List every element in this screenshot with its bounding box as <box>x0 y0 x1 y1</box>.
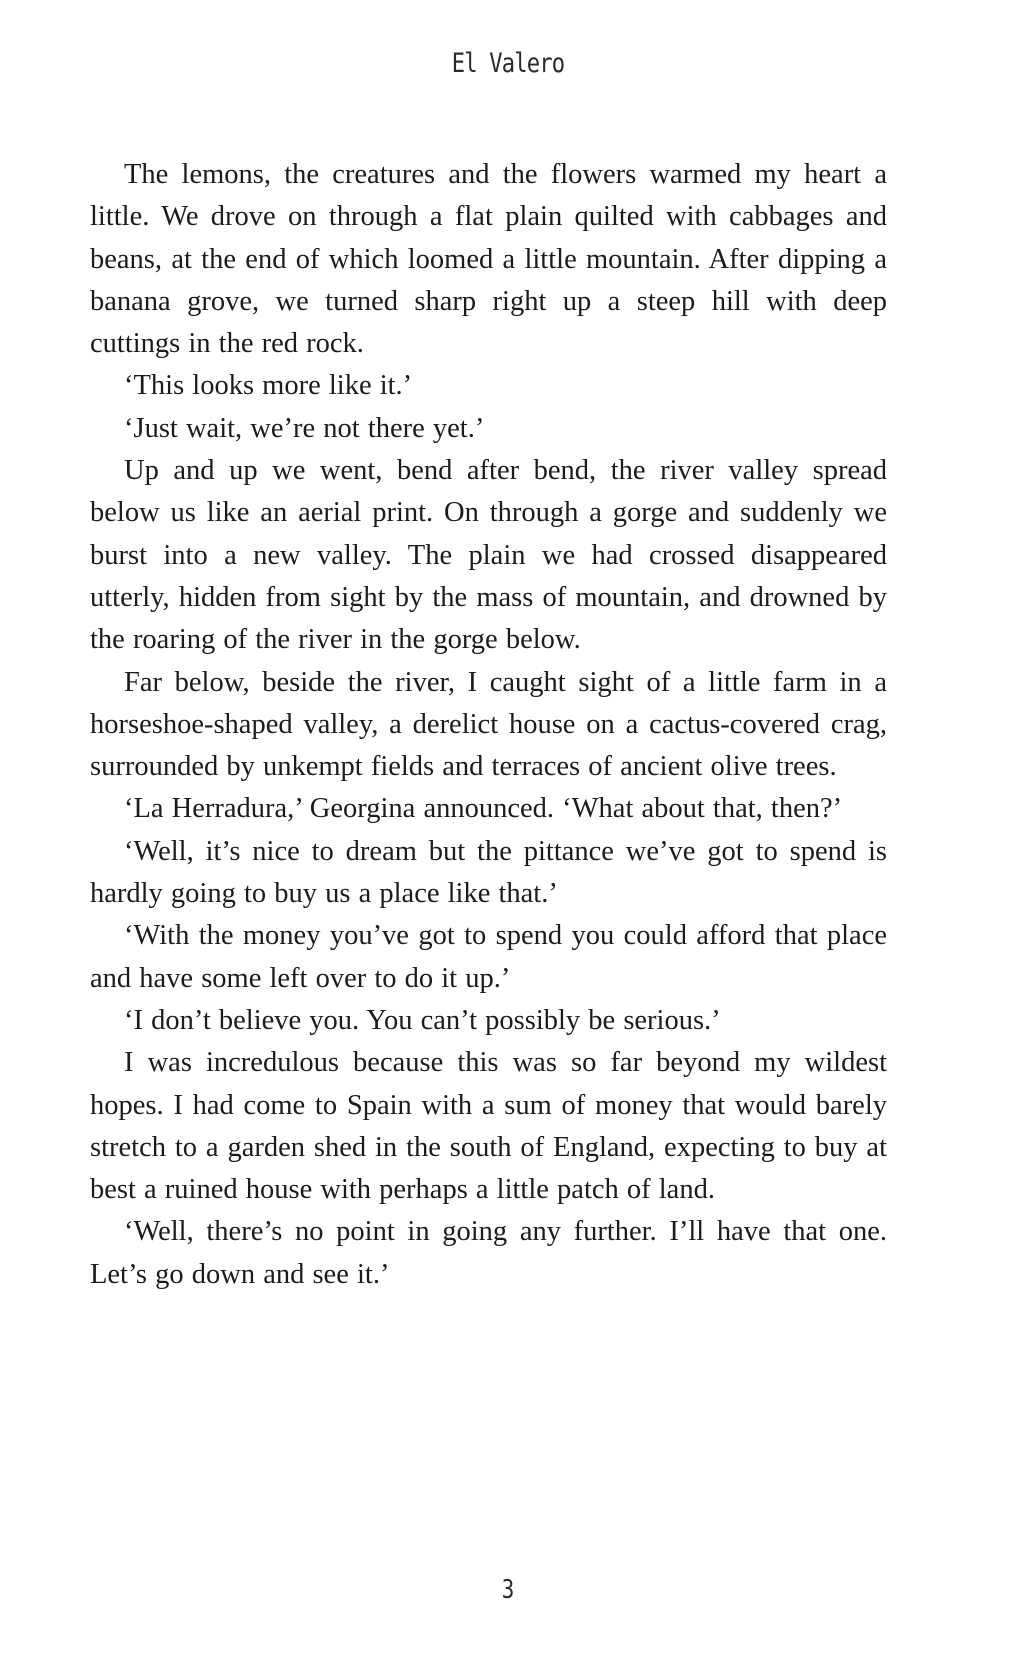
paragraph: ‘La Herradura,’ Georgina announced. ‘What about that, then?’ <box>124 793 843 825</box>
paragraph: ‘Well, it’s nice to dream but the pittance we’ve got to spend is hardly going to buy us a place like that.’ <box>90 835 887 910</box>
paragraph: ‘Well, there’s no point in going any further. I’ll have that one. Let’s go down and see it.’ <box>90 1216 887 1290</box>
paragraph: I was incredulous because this was so far beyond my wildest hopes. I had come to Spain with a sum of money that would barely stretch to a garden shed in the south of England, expecting to buy at best a ruined house with perhaps a little patch of land. <box>90 1047 887 1206</box>
paragraph: The lemons, the creatures and the flowers warmed my heart a little. We drove on through a flat plain quilted with cabbages and beans, at the end of which loomed a little mountain. After dipping a banana grove, we turned sharp right up a steep hill with deep cuttings in the red rock. <box>90 159 887 360</box>
paragraph: ‘I don’t believe you. You can’t possibly be serious.’ <box>124 1004 721 1036</box>
paragraph: ‘With the money you’ve got to spend you could afford that place and have some left over to do it up.’ <box>90 920 887 994</box>
running-head-title: El Valero <box>451 48 565 79</box>
paragraph: ‘This looks more like it.’ <box>124 370 413 402</box>
body-text <box>90 154 887 1296</box>
paragraph: Up and up we went, bend after bend, the river valley spread below us like an aerial print. On through a gorge and suddenly we burst into a new valley. The plain we had crossed disappeared utterly, hidden from sight by the mass of mountain, and drowned by the roaring of the river in the gorge below. <box>90 455 887 656</box>
paragraph: ‘Just wait, we’re not there yet.’ <box>124 412 485 444</box>
paragraph: Far below, beside the river, I caught sight of a little farm in a horseshoe-shaped valley, a derelict house on a cactus-covered crag, surrounded by unkempt fields and terraces of ancient olive trees. <box>90 666 887 783</box>
page-number: 3 <box>501 1575 515 1605</box>
